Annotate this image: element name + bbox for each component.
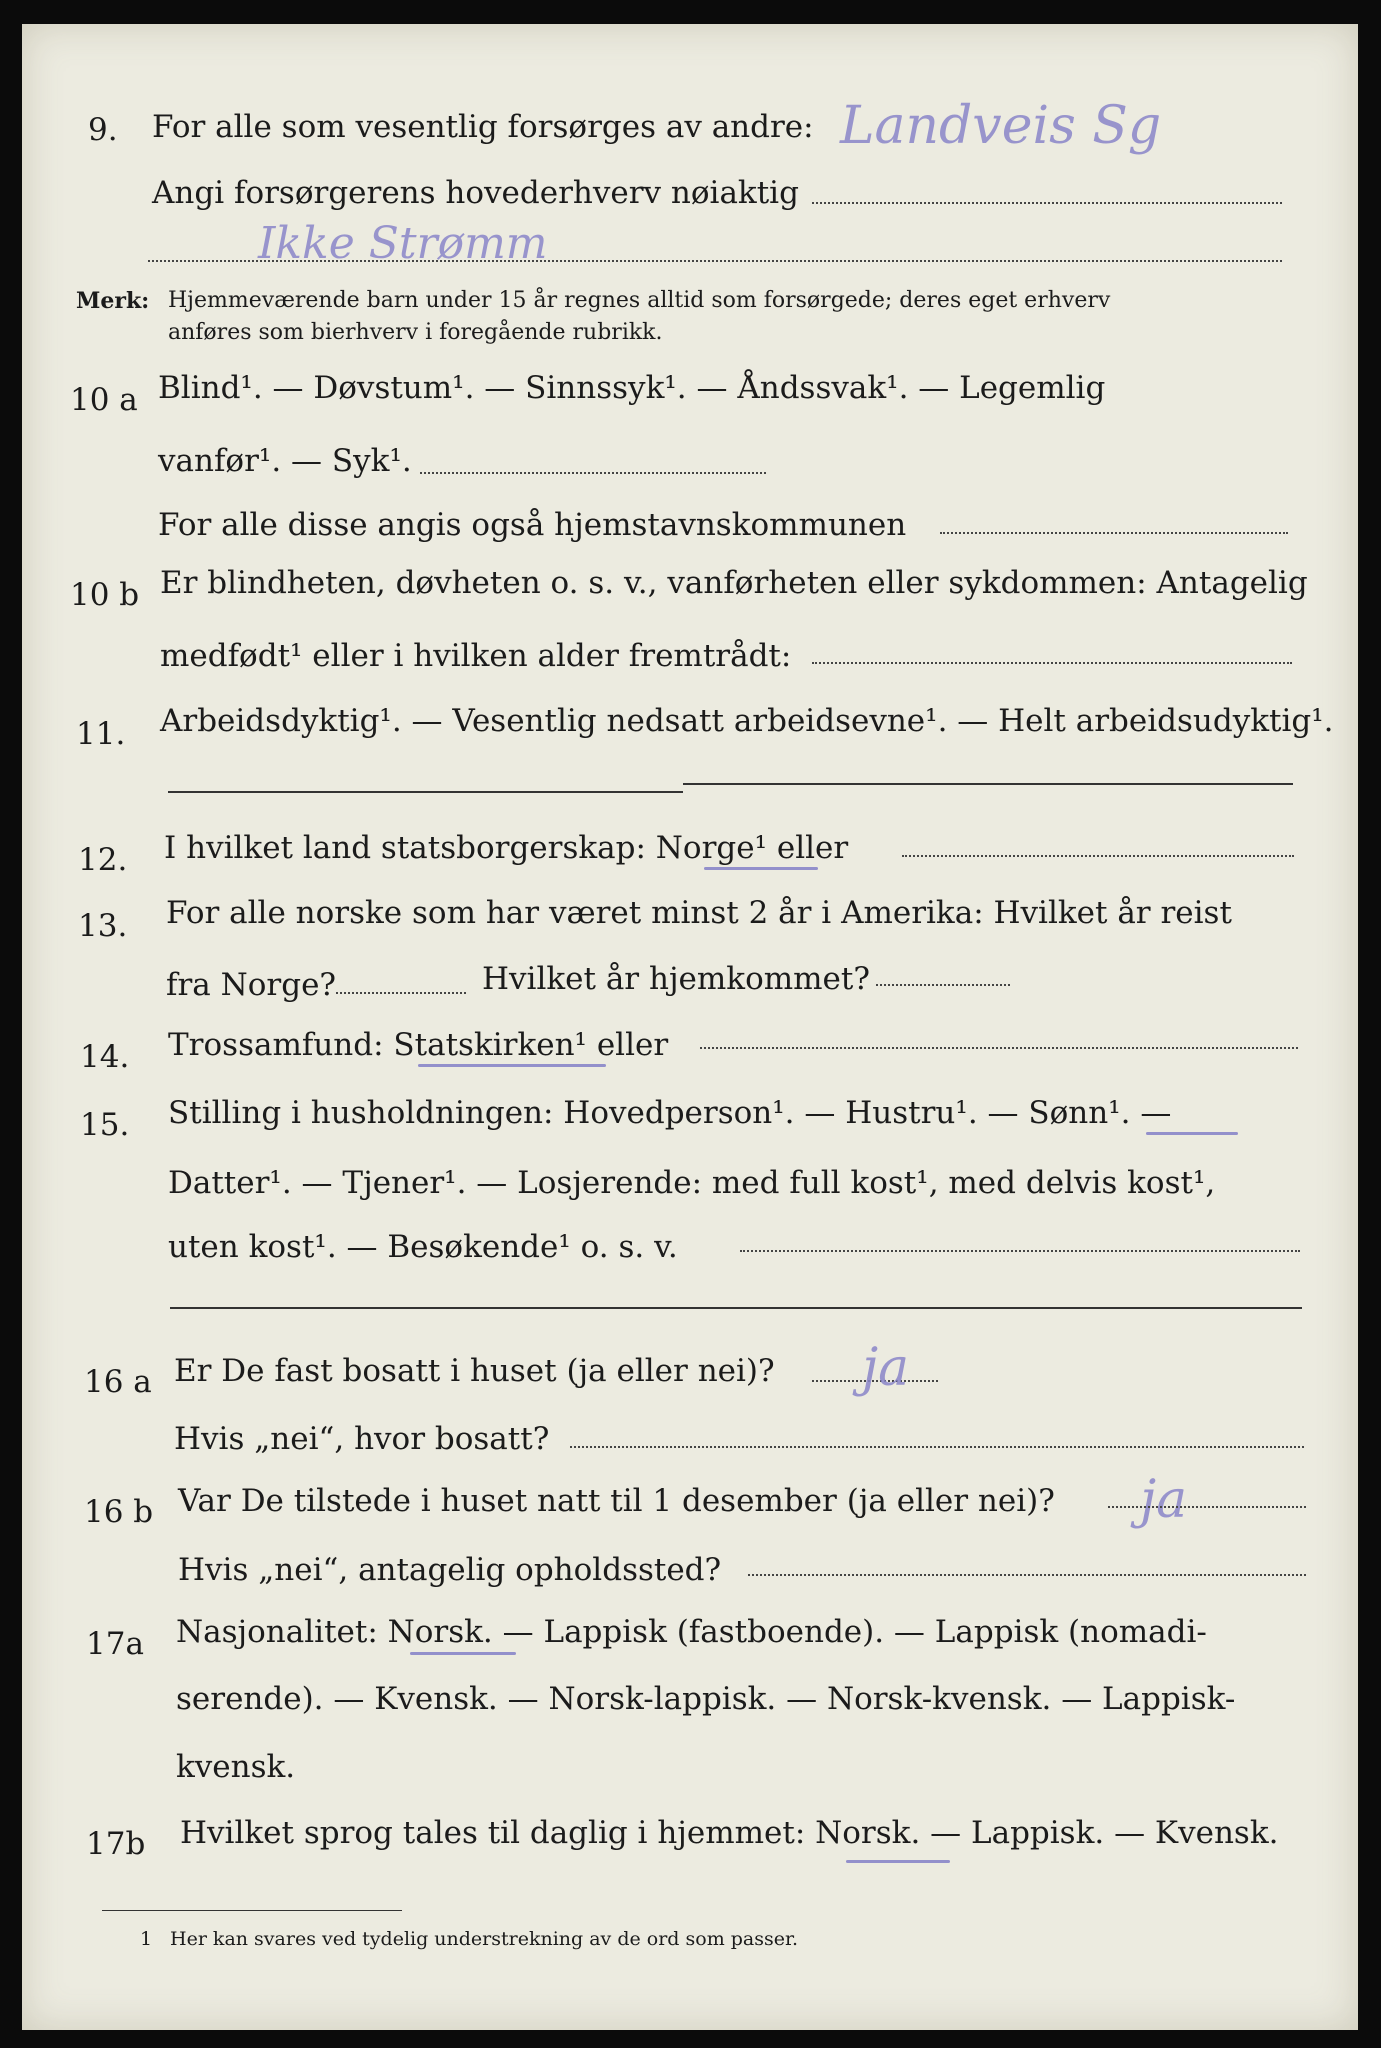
question-17a-line2: serende). — Kvensk. — Norsk-lappisk. — Norsk-kvensk. — Lappisk- — [176, 1681, 1236, 1717]
answer-line-13b — [876, 984, 1010, 986]
answer-line-14 — [700, 1047, 1298, 1049]
answer-line-10a-1 — [420, 472, 766, 474]
question-14-line1: Trossamfund: Statskirken¹ eller — [168, 1027, 669, 1063]
answer-line-10b — [812, 662, 1292, 664]
underline-norsk-17b — [846, 1860, 950, 1863]
footnote-text: Her kan svares ved tydelig understrekning av de ord som passer. — [170, 1928, 799, 1950]
answer-line-15b — [170, 1307, 1302, 1309]
question-16a-line1: Er De fast bosatt i huset (ja eller nei)? — [174, 1353, 775, 1389]
answer-line-13a — [336, 992, 466, 994]
underline-statskirken — [418, 1064, 606, 1067]
question-10b-number: 10 b — [70, 577, 140, 613]
question-10b-line2: medfødt¹ eller i hvilken alder fremtrådt: — [160, 638, 792, 674]
question-15-number: 15. — [80, 1107, 130, 1143]
question-11-number: 11. — [76, 716, 126, 752]
handwritten-answer-16b: ja — [1140, 1470, 1188, 1530]
question-17a-line3: kvensk. — [176, 1749, 296, 1785]
answer-line-11-right — [683, 783, 1293, 785]
answer-line-16b-2 — [748, 1574, 1306, 1576]
question-17a-number: 17a — [86, 1626, 144, 1662]
question-17b-line1: Hvilket sprog tales til daglig i hjemmet: Norsk. — Lappisk. — Kvensk. — [180, 1815, 1279, 1851]
note-line1: Hjemmeværende barn under 15 år regnes alltid som forsørgede; deres eget erhverv — [168, 288, 1111, 313]
question-13-number: 13. — [78, 908, 128, 944]
question-16b-line1: Var De tilstede i huset natt til 1 desember (ja eller nei)? — [178, 1483, 1055, 1519]
handwritten-answer-16a: ja — [862, 1338, 910, 1398]
question-13-line1: For alle norske som har været minst 2 år i Amerika: Hvilket år reist — [166, 895, 1232, 931]
question-12-number: 12. — [78, 842, 128, 878]
answer-line-16a-2 — [570, 1446, 1304, 1448]
question-15-line1: Stilling i husholdningen: Hovedperson¹. — Hustru¹. — Sønn¹. — — [168, 1095, 1172, 1131]
question-16a-number: 16 a — [84, 1364, 152, 1400]
answer-line-9b — [148, 260, 1282, 262]
answer-line-10a-2 — [940, 532, 1288, 534]
question-14-number: 14. — [80, 1039, 130, 1075]
answer-line-12 — [902, 855, 1294, 857]
handwritten-answer-9b: Ikke Strømm — [258, 218, 548, 269]
answer-line-16b-1 — [1108, 1506, 1306, 1508]
question-16a-line2: Hvis „nei“, hvor bosatt? — [174, 1421, 550, 1457]
question-10a-line2: vanfør¹. — Syk¹. — [158, 443, 412, 479]
question-10a-line1: Blind¹. — Døvstum¹. — Sinnssyk¹. — Åndssvak¹. — Legemlig — [158, 370, 1106, 406]
question-17b-number: 17b — [86, 1826, 146, 1862]
question-11-line1: Arbeidsdyktig¹. — Vesentlig nedsatt arbeidsevne¹. — Helt arbeidsudyktig¹. — [160, 703, 1334, 739]
question-16b-line2: Hvis „nei“, antagelig opholdssted? — [178, 1552, 722, 1588]
question-13-line2b: Hvilket år hjemkommet? — [482, 961, 870, 997]
question-15-line2: Datter¹. — Tjener¹. — Losjerende: med full kost¹, med delvis kost¹, — [168, 1165, 1216, 1201]
question-16b-number: 16 b — [84, 1494, 154, 1530]
question-13-line2a: fra Norge? — [166, 967, 337, 1003]
question-10a-number: 10 a — [70, 382, 138, 418]
question-10b-line1: Er blindheten, døvheten o. s. v., vanførheten eller sykdommen: Antagelig — [160, 565, 1308, 601]
answer-line-11-left — [168, 791, 683, 793]
footnote-divider — [102, 1910, 402, 1911]
underline-norsk-17a — [410, 1652, 516, 1655]
answer-line-15a — [740, 1250, 1300, 1252]
question-9-number: 9. — [88, 112, 118, 148]
question-15-line3: uten kost¹. — Besøkende¹ o. s. v. — [168, 1229, 678, 1265]
handwritten-answer-9a: Landveis Sg — [840, 96, 1162, 156]
note-label: Merk: — [76, 288, 150, 314]
underline-sonn — [1146, 1132, 1238, 1135]
question-12-line1: I hvilket land statsborgerskap: Norge¹ eller — [164, 830, 849, 866]
footnote-mark: 1 — [140, 1928, 153, 1950]
question-9-line2: Angi forsørgerens hovederhverv nøiaktig — [152, 175, 799, 211]
question-17a-line1: Nasjonalitet: Norsk. — Lappisk (fastboende). — Lappisk (nomadi- — [176, 1614, 1207, 1650]
underline-norge — [704, 867, 818, 870]
answer-line-9a — [812, 202, 1282, 204]
question-9-line1: For alle som vesentlig forsørges av andre: — [152, 109, 814, 145]
question-10a-line3: For alle disse angis også hjemstavnskommunen — [158, 507, 907, 543]
note-line2: anføres som bierhverv i foregående rubrikk. — [168, 320, 663, 345]
